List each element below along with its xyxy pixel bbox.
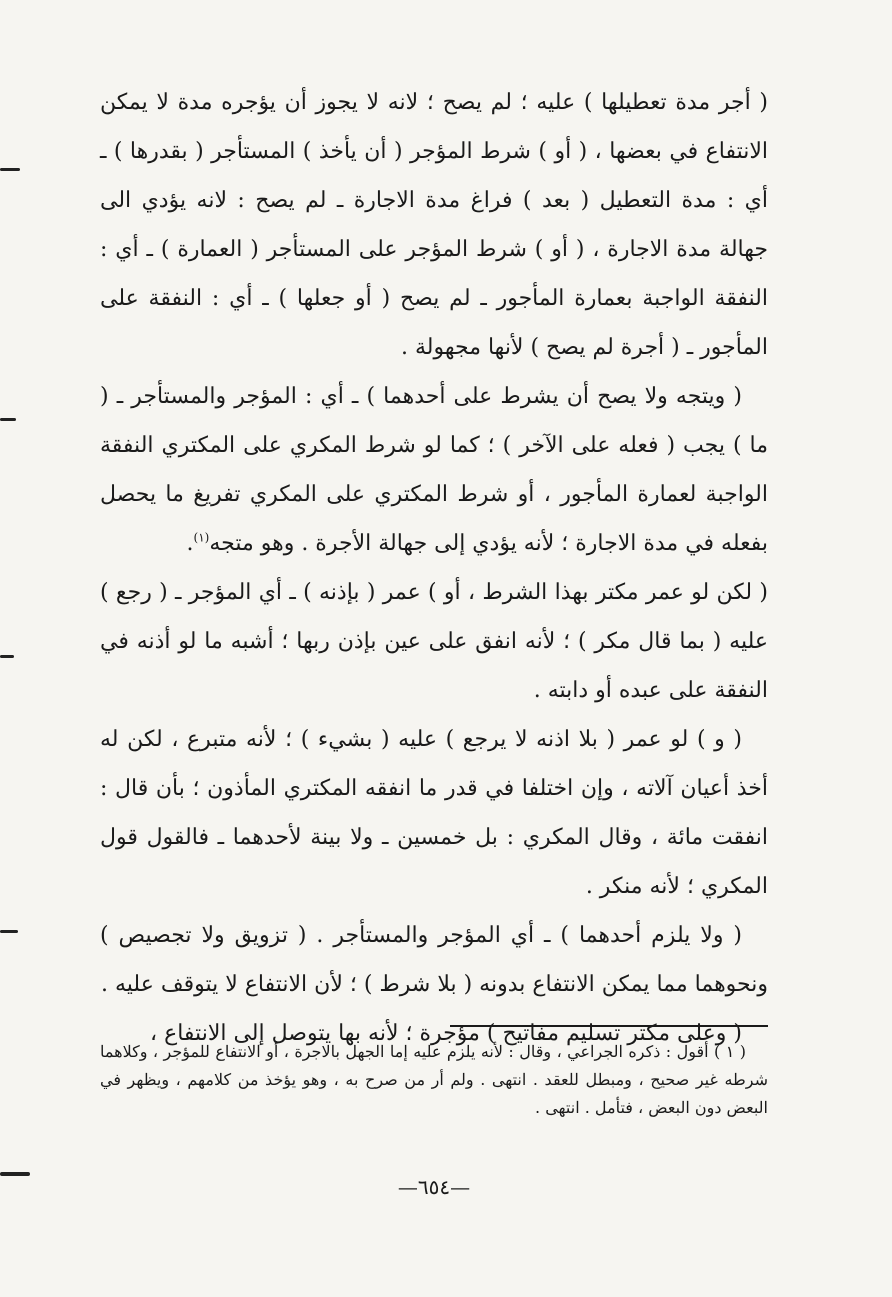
main-text — [100, 78, 768, 1058]
margin-mark — [0, 655, 14, 658]
paragraph-2-text: ( ويتجه ولا يصح أن يشرط على أحدهما ) ـ أي : المؤجر والمستأجر ـ ( ما ) يجب ( فعله على الآخر ) ؛ كما لو شرط المكري على المكتري النفقة الواجبة لعمارة المأجور ، أو شرط المكتري على المكري تفريغ ما يحصل بفعله في مدة الاجارة ؛ لأنه يؤدي إلى جهالة الأجرة . وهو متجه — [100, 384, 768, 556]
paragraph-4: ( و ) لو عمر ( بلا اذنه لا يرجع ) عليه ( بشيء ) ؛ لأنه متبرع ، لكن له أخذ أعيان آلاته ، وإن اختلفا في قدر ما انفقه المكتري المأذون ؛ بأن قال : انفقت مائة ، وقال المكري : بل خمسين ـ ولا بينة لأحدهما ـ فالقول قول المكري ؛ لأنه منكر . — [100, 727, 768, 899]
paragraph-5: ( ولا يلزم أحدهما ) ـ أي المؤجر والمستأجر . ( تزويق ولا تجصيص ) ونحوهما مما يمكن الانتفاع بدونه ( بلا شرط ) ؛ لأن الانتفاع لا يتوقف عليه . — [100, 923, 768, 997]
margin-mark — [0, 930, 18, 933]
paragraph-3: ( لكن لو عمر مكتر بهذا الشرط ، أو ) عمر ( بإذنه ) ـ أي المؤجر ـ ( رجع ) عليه ( بما قال مكر ) ؛ لأنه انفق على عين بإذن ربها ؛ أشبه ما لو أذنه في النفقة على عبده أو دابته . — [100, 580, 768, 703]
footnote: ( ١ ) أقول : ذكره الجراعي ، وقال : لأنه يلزم عليه إما الجهل بالاجرة ، أو الانتفاع للمؤجر ، وكلاهما شرطه غير صحيح ، ومبطل للعقد . انتهى . ولم أر من صرح به ، وهو يؤخذ من كلامهم ، ويظهر في البعض دون البعض ، فتأمل . انتهى . — [100, 1042, 768, 1117]
page-number: —٦٥٤— — [397, 1175, 471, 1199]
margin-mark — [0, 168, 20, 171]
margin-mark — [0, 1172, 30, 1176]
paragraph-1: ( أجر مدة تعطيلها ) عليه ؛ لم يصح ؛ لانه لا يجوز أن يؤجره مدة لا يمكن الانتفاع في بعضها ، ( أو ) شرط المؤجر ( أن يأخذ ) المستأجر ( بقدرها ) ـ أي : مدة التعطيل ( بعد ) فراغ مدة الاجارة ـ لم يصح : لانه يؤدي الى جهالة مدة الاجارة ، ( أو ) شرط المؤجر على المستأجر ( العمارة ) ـ أي : النفقة الواجبة بعمارة المأجور ـ لم يصح ( أو جعلها ) ـ أي : النفقة على المأجور ـ ( أجرة لم يصح ) لأنها مجهولة . — [100, 90, 769, 360]
paragraph-2: ( ويتجه ولا يصح أن يشرط على أحدهما ) ـ أي : المؤجر والمستأجر ـ ( ما ) يجب ( فعله على الآخر ) ؛ كما لو شرط المكري على المكتري النفقة الواجبة لعمارة المأجور ، أو شرط المكتري على المكري تفريغ ما يحصل بفعله في مدة الاجارة ؛ لأنه يؤدي إلى جهالة الأجرة . وهو متجه$^{(١)}$. — [100, 384, 768, 556]
margin-mark — [0, 418, 16, 421]
paragraph-6: ( وعلى مكتر تسليم مفاتيح ) مؤجرة ؛ لأنه بها يتوصل إلى الانتفاع ، — [150, 1021, 742, 1046]
footnote-divider — [450, 1025, 768, 1027]
page — [100, 60, 768, 1240]
footnote-marker: (١) — [193, 530, 210, 545]
